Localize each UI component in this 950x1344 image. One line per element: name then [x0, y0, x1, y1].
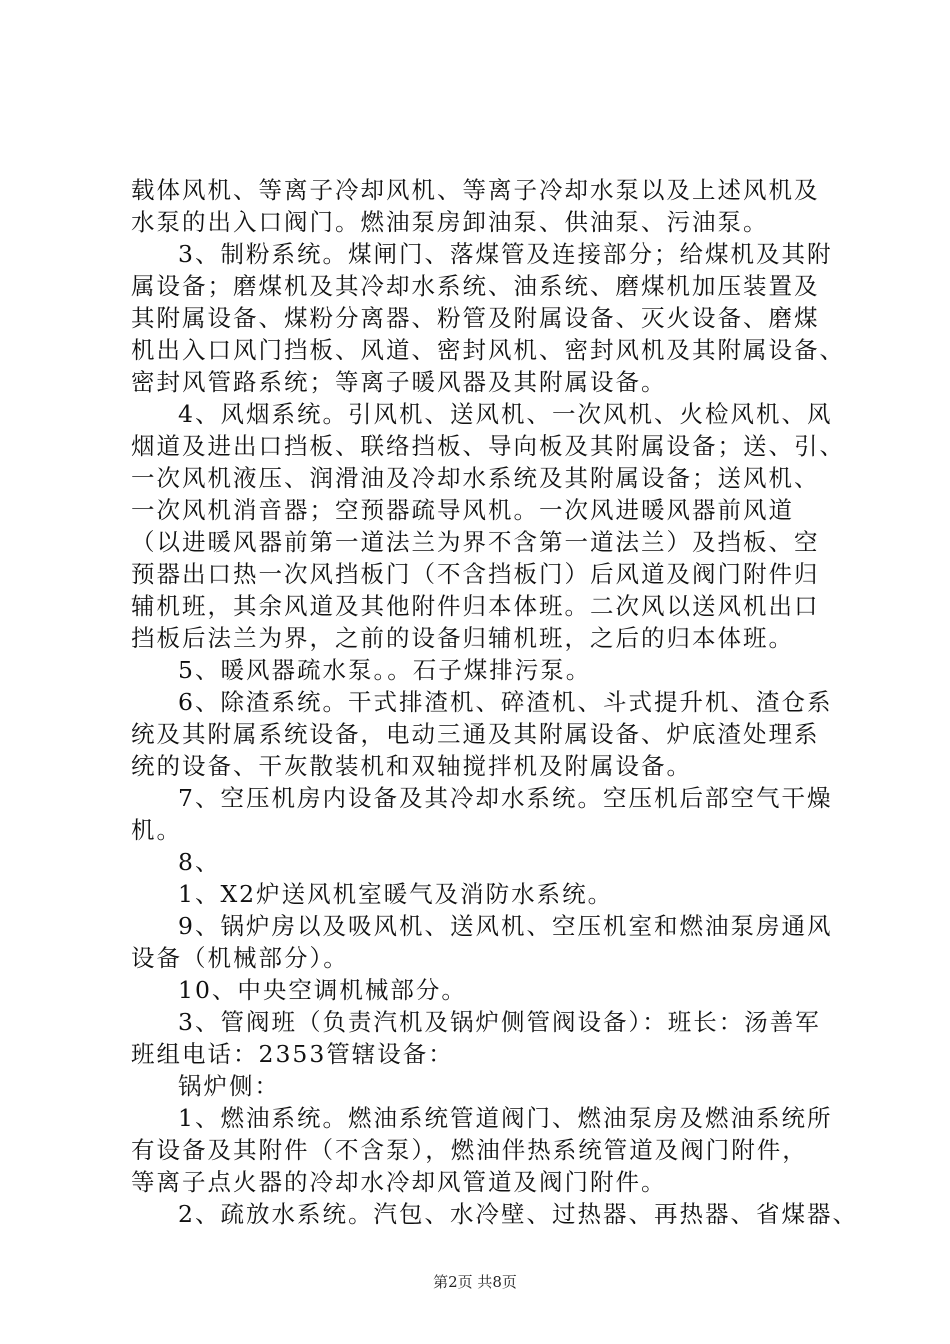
text-line: 10、中央空调机械部分。	[178, 976, 467, 1004]
text-line: 烟道及进出口挡板、联络挡板、导向板及其附属设备；送、引、	[131, 432, 845, 460]
text-line: 载体风机、等离子冷却风机、等离子冷却水泵以及上述风机及	[131, 176, 820, 204]
text-line: 3、管阀班（负责汽机及锅炉侧管阀设备）：班长：汤善军	[178, 1008, 821, 1036]
text-line: 密封风管路系统；等离子暖风器及其附属设备。	[131, 368, 667, 396]
text-line: 挡板后法兰为界，之前的设备归辅机班，之后的归本体班。	[131, 624, 794, 652]
text-line: 机。	[131, 816, 182, 844]
text-line: 3、制粉系统。煤闸门、落煤管及连接部分；给煤机及其附	[178, 240, 833, 268]
page-number-footer: 第2页 共8页	[433, 1273, 517, 1291]
text-line: 7、空压机房内设备及其冷却水系统。空压机后部空气干燥	[178, 784, 833, 812]
text-line: 锅炉侧：	[178, 1072, 280, 1100]
text-line: 等离子点火器的冷却水冷却风管道及阀门附件。	[131, 1168, 667, 1196]
text-line: 1、X2炉送风机室暖气及消防水系统。	[178, 880, 614, 908]
text-line: 一次风机液压、润滑油及冷却水系统及其附属设备；送风机、	[131, 464, 820, 492]
text-line: 一次风机消音器；空预器疏导风机。一次风进暖风器前风道	[131, 496, 794, 524]
text-line: 属设备；磨煤机及其冷却水系统、油系统、磨煤机加压装置及	[131, 272, 820, 300]
text-line: 9、锅炉房以及吸风机、送风机、空压机室和燃油泵房通风	[178, 912, 833, 940]
text-line: 5、暖风器疏水泵。。石子煤排污泵。	[178, 656, 592, 684]
text-line: 预器出口热一次风挡板门（不含挡板门）后风道及阀门附件归	[131, 560, 820, 588]
text-line: 1、燃油系统。燃油系统管道阀门、燃油泵房及燃油系统所	[178, 1104, 833, 1132]
text-line: 有设备及其附件（不含泵），燃油伴热系统管道及阀门附件，	[131, 1136, 808, 1164]
text-line: 其附属设备、煤粉分离器、粉管及附属设备、灭火设备、磨煤	[131, 304, 820, 332]
text-line: 4、风烟系统。引风机、送风机、一次风机、火检风机、风	[178, 400, 833, 428]
text-line: 2、疏放水系统。汽包、水冷壁、过热器、再热器、省煤器、	[178, 1200, 858, 1228]
text-line: 设备（机械部分）。	[131, 944, 349, 972]
text-line: 水泵的出入口阀门。燃油泵房卸油泵、供油泵、污油泵。	[131, 208, 769, 236]
text-line: 班组电话：2353管辖设备：	[131, 1040, 454, 1068]
text-line: 辅机班，其余风道及其他附件归本体班。二次风以送风机出口	[131, 592, 820, 620]
text-line: 机出入口风门挡板、风道、密封风机、密封风机及其附属设备、	[131, 336, 845, 364]
text-line: 统及其附属系统设备，电动三通及其附属设备、炉底渣处理系	[131, 720, 820, 748]
text-line: 6、除渣系统。干式排渣机、碎渣机、斗式提升机、渣仓系	[178, 688, 833, 716]
text-line: （以进暖风器前第一道法兰为界不含第一道法兰）及挡板、空	[131, 528, 820, 556]
text-line: 8、	[178, 848, 221, 876]
text-line: 统的设备、干灰散装机和双轴搅拌机及附属设备。	[131, 752, 692, 780]
